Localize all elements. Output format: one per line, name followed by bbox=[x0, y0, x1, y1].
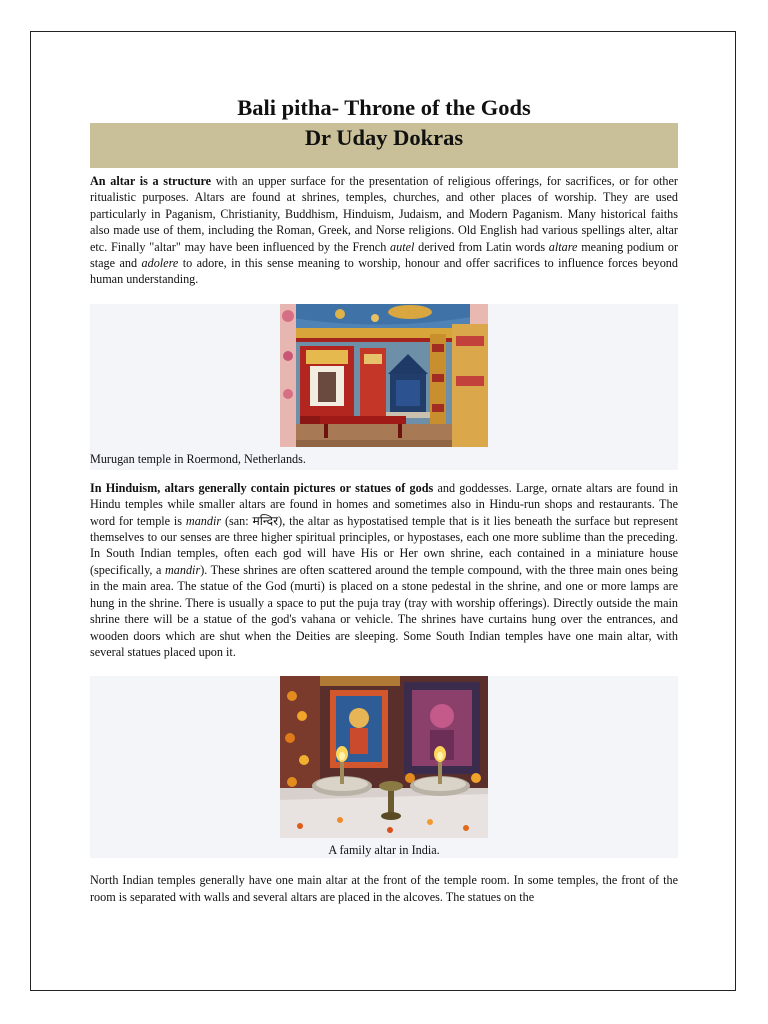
document-page bbox=[30, 31, 736, 991]
intro-text-1: with an upper surface for the presentation of religious offerings, for sacrifices, or for other ritualistic purposes. Altars are found at shrines, temples, churches, and other places of worship. They are used particularly in Paganism, Christianity, Buddhism, Hinduism, Judaism, and Modern Paganism. Many historical faiths also made use of them, including the Roman, Greek, and Norse religions. Old English had various spellings alter, altar etc. Finally "altar" may have been influenced by the French bbox=[90, 174, 678, 254]
intro-paragraph bbox=[90, 173, 678, 288]
author-band bbox=[90, 123, 678, 168]
hinduism-italic-mandir-1: mandir bbox=[185, 513, 222, 528]
intro-text-4: to adore, in this sense meaning to worship, honour and offer sacrifices to influence forces beyond human understanding. bbox=[90, 256, 678, 287]
figure-family-altar bbox=[90, 676, 678, 858]
intro-italic-autel: autel bbox=[390, 239, 415, 254]
intro-italic-adolere: adolere bbox=[141, 256, 179, 271]
north-india-paragraph: North Indian temples generally have one main altar at the front of the temple room. In some temples, the front of the room is separated with walls and several altars are placed in the alcoves. The statues on the bbox=[90, 873, 678, 904]
document-content bbox=[90, 94, 678, 905]
intro-lead: An altar is a structure bbox=[90, 174, 212, 188]
intro-italic-altare: altare bbox=[548, 239, 578, 254]
murugan-temple-photo bbox=[280, 304, 488, 447]
hinduism-paragraph bbox=[90, 480, 678, 660]
hinduism-text-2: (san: मन्दिर), the altar as hypostatised temple that is it lies beneath the surface but represent themselves to our senses are three higher spiritual principles, or hypostases, each one more sublime than the preceding. In South Indian temples, often each god will have His or Her own shrine, each contained in a miniature house (specifically, a bbox=[90, 513, 678, 577]
intro-text-3: meaning podium or stage and bbox=[90, 239, 679, 271]
figure2-caption: A family altar in India. bbox=[328, 843, 440, 858]
document-title: Bali pitha- Throne of the Gods bbox=[237, 95, 531, 120]
family-altar-photo bbox=[280, 676, 488, 838]
intro-text-2: derived from Latin words bbox=[414, 239, 549, 254]
figure-murugan-temple bbox=[90, 304, 678, 470]
hinduism-text-3: ). These shrines are often scattered around the temple compound, with the three main ones being in the main area. The statue of the God (murti) is placed on a stone pedestal in the shrine, and one or more lamps are hung in the shrine. There is usually a space to put the puja tray (tray with worship offerings). Directly outside the main shrine there will be a statue of the god's vahana or vehicle. The shrines have curtains hung over the entrances, and wooden doors which are shut when the Deities are sleeping. Some South Indian temples have one main altar, with several statues placed upon it. bbox=[90, 562, 678, 659]
author-name: Dr Uday Dokras bbox=[304, 125, 464, 150]
hinduism-lead: In Hinduism, altars generally contain pictures or statues of gods bbox=[90, 480, 434, 495]
figure1-caption: Murugan temple in Roermond, Netherlands. bbox=[90, 451, 306, 466]
hinduism-text-1: and goddesses. Large, ornate altars are found in Hindu temples while smaller altars are found in homes and sometimes also in Hindu-run shops and restaurants. The word for temple is bbox=[90, 480, 678, 528]
hinduism-italic-mandir-2: mandir bbox=[164, 562, 201, 577]
